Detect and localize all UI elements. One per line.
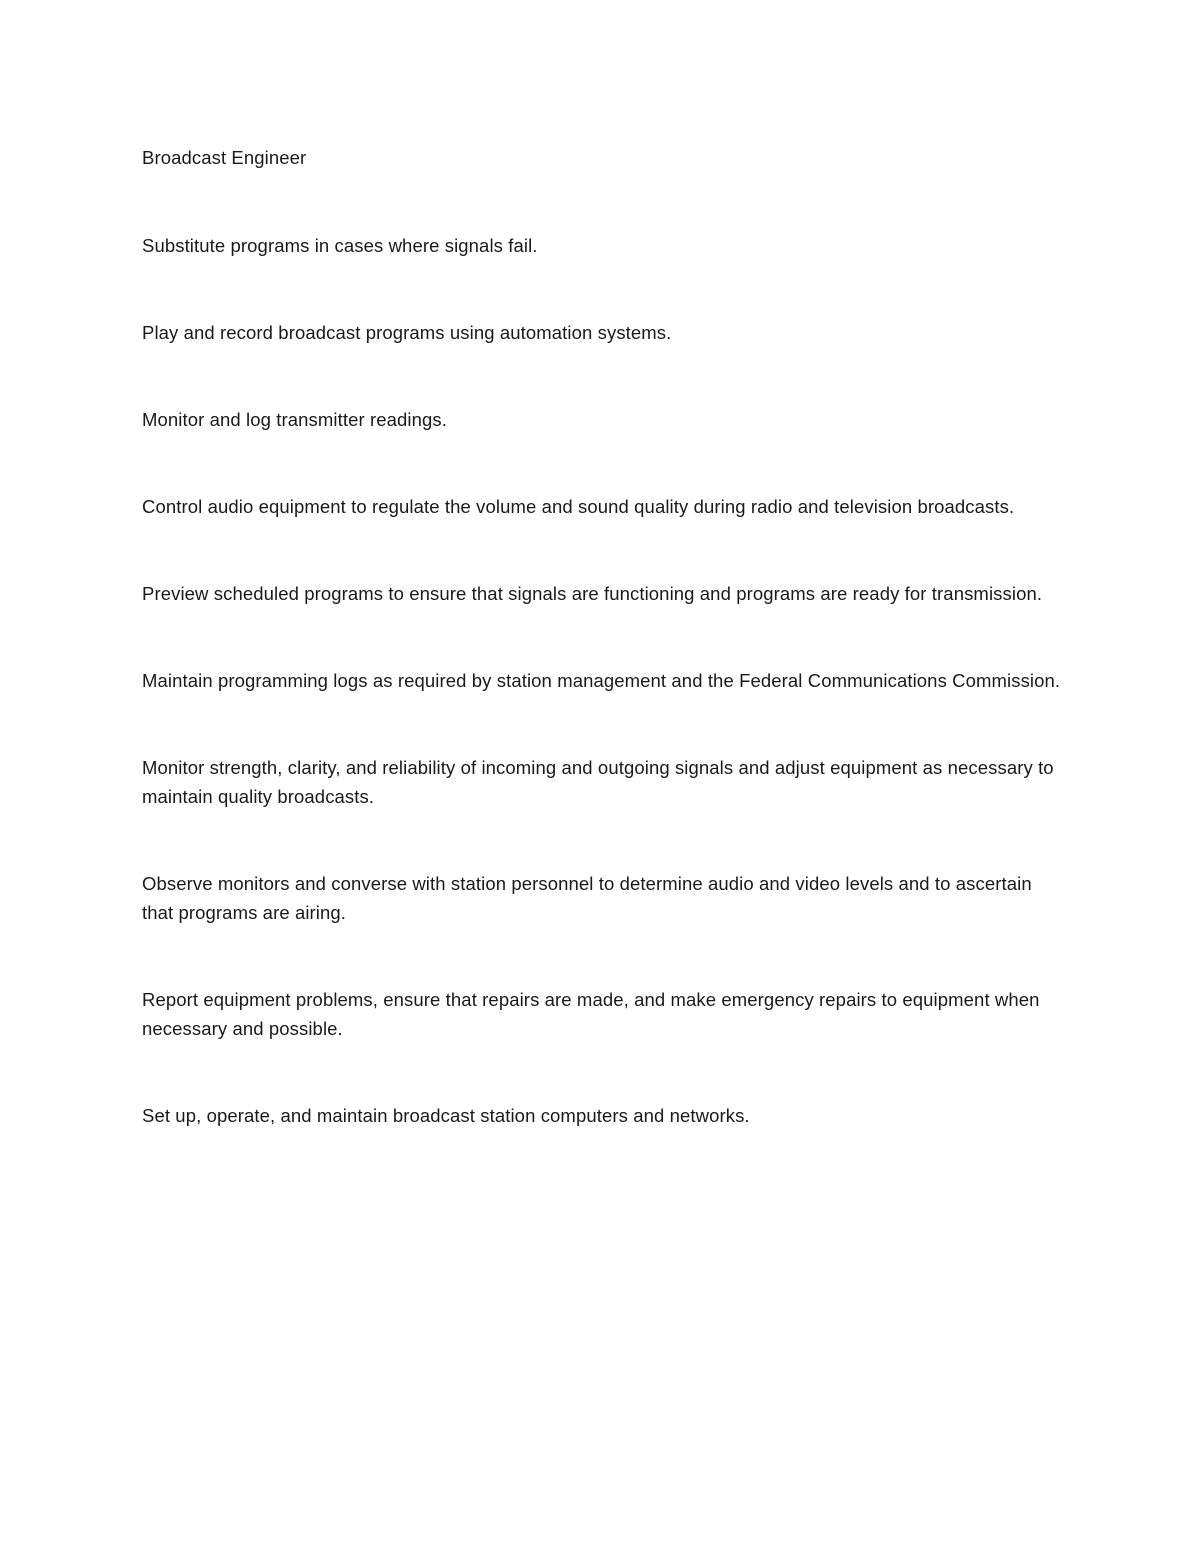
document-title: Broadcast Engineer bbox=[142, 147, 307, 168]
paragraph: Play and record broadcast programs using automation systems. bbox=[142, 322, 672, 343]
paragraph: Substitute programs in cases where signals fail. bbox=[142, 235, 538, 256]
paragraph: Control audio equipment to regulate the volume and sound quality during radio and television broadcasts. bbox=[142, 496, 1015, 517]
paragraph: Observe monitors and converse with station personnel to determine audio and video levels and to ascertain that programs are airing. bbox=[142, 873, 1032, 923]
paragraph: Set up, operate, and maintain broadcast station computers and networks. bbox=[142, 1105, 750, 1126]
paragraph: Monitor strength, clarity, and reliability of incoming and outgoing signals and adjust equipment as necessary to maintain quality broadcasts. bbox=[142, 757, 1054, 807]
paragraph: Monitor and log transmitter readings. bbox=[142, 409, 447, 430]
document-body bbox=[142, 143, 1062, 1130]
paragraph: Maintain programming logs as required by station management and the Federal Communications Commission. bbox=[142, 670, 1061, 691]
paragraph: Report equipment problems, ensure that repairs are made, and make emergency repairs to equipment when necessary and possible. bbox=[142, 989, 1040, 1039]
paragraph: Preview scheduled programs to ensure that signals are functioning and programs are ready for transmission. bbox=[142, 583, 1043, 604]
